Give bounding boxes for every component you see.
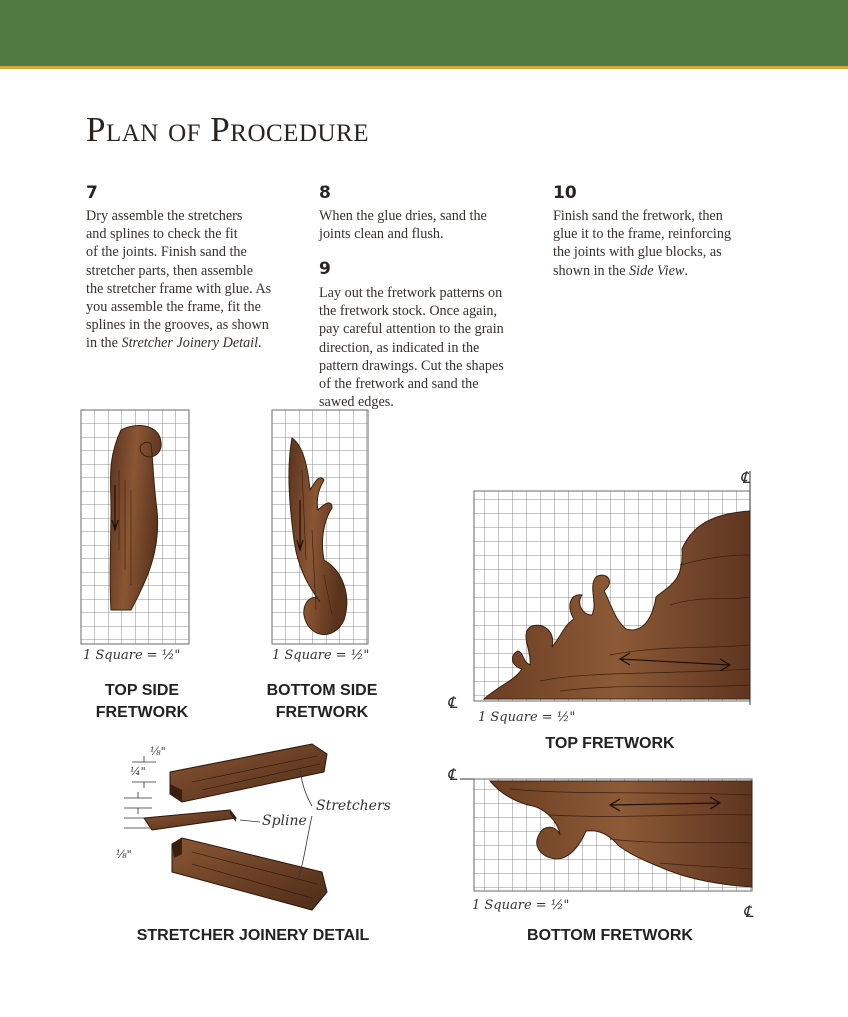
step-text: When the glue dries, sand the joints clean and flush. [319, 208, 487, 243]
centerline-symbol: ℄ [743, 902, 754, 921]
step-text: Lay out the fretwork patterns on the fretwork stock. Once again, pay careful attention to the grain direction, as indicated in the pattern drawings. Cut the shapes of the fretwork and sand the sawed edges. [319, 285, 504, 411]
dimension-label: ¼" [130, 765, 146, 778]
figure-caption: STRETCHER JOINERY DETAIL [136, 927, 370, 944]
dimension-label: ⅛" [150, 745, 166, 758]
scale-label: 1 Square = ½" [83, 648, 181, 663]
spline-label: Spline [262, 813, 307, 829]
page-title: Plan of Procedure [86, 110, 369, 149]
top-side-fretwork-drawing [81, 410, 191, 645]
centerline-symbol: ℄ [740, 468, 751, 487]
bottom-fretwork-drawing [470, 775, 760, 895]
dimension-label: ⅛" [116, 848, 132, 861]
figure-caption: TOP FRETWORK [545, 735, 675, 752]
step-text: Dry assemble the stretchers and splines to check the fit of the joints. Finish sand the stretcher parts, then assemble the stretcher frame with glue. As you assemble the frame, fit the splines in the grooves, as shown in the Stretcher Joinery Detail. [86, 208, 272, 352]
centerline-symbol: ℄ [447, 693, 458, 712]
figure-caption: BOTTOM SIDE FRETWORK [266, 682, 378, 721]
stretchers-label: Stretchers [316, 798, 391, 814]
step-number: 7 [86, 183, 98, 203]
top-fretwork-drawing [470, 485, 760, 705]
step-number: 9 [319, 259, 331, 279]
bottom-side-fretwork-drawing [272, 410, 372, 645]
scale-label: 1 Square = ½" [472, 898, 570, 913]
centerline-symbol: ℄ [447, 765, 458, 784]
step-number: 10 [553, 183, 577, 203]
stretcher-joinery-drawing [112, 742, 392, 912]
scale-label: 1 Square = ½" [272, 648, 370, 663]
figure-caption: BOTTOM FRETWORK [527, 927, 693, 944]
scale-label: 1 Square = ½" [478, 710, 576, 725]
figure-caption: TOP SIDE FRETWORK [95, 682, 189, 721]
step-text: Finish sand the fretwork, then glue it to the frame, reinforcing the joints with glue blocks, as shown in the Side View. [553, 208, 732, 279]
step-number: 8 [319, 183, 331, 203]
header-bar [0, 0, 848, 69]
